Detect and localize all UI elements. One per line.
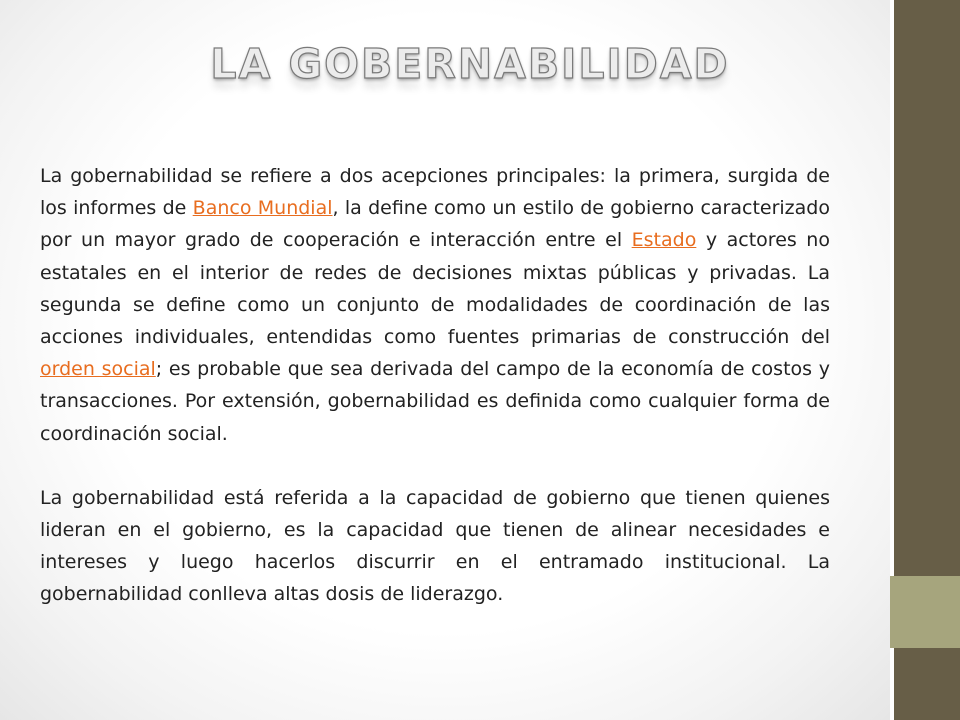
link-orden-social[interactable]: orden social	[40, 358, 156, 381]
paragraph-1-text-3: y actores no estatales en el interior de redes de decisiones mixtas públicas y privadas. La segunda se define como un conjunto de modalidades de coordinación de las acciones individuales, entendidas como fuentes primarias de construcción del	[40, 229, 830, 349]
paragraph-1-text-4: ; es probable que sea derivada del campo de la economía de costos y transacciones. Por extensión, gobernabilidad es definida como cualquier forma de coordinación social.	[40, 358, 830, 445]
slide-title: LA GOBERNABILIDAD	[210, 40, 730, 88]
paragraph-1	[40, 160, 830, 450]
side-bar-accent-block	[890, 576, 960, 648]
paragraph-2: La gobernabilidad está referida a la capacidad de gobierno que tienen quienes lideran en el gobierno, es la capacidad que tienen de alinear necesidades e intereses y luego hacerlos discurrir en el entramado institucional. La gobernabilidad conlleva altas dosis de liderazgo.	[40, 486, 830, 606]
paragraph-1-text-2: , la define como un estilo de gobierno caracterizado por un mayor grado de cooperación e interacción entre el	[40, 197, 830, 252]
link-banco-mundial[interactable]: Banco Mundial	[192, 197, 333, 220]
link-estado[interactable]: Estado	[631, 229, 697, 252]
paragraph-1-text-1: La gobernabilidad se refiere a dos acepciones principales: la primera, surgida de los informes de	[40, 165, 830, 220]
decorative-side-bar	[890, 0, 960, 720]
slide-body	[40, 160, 830, 611]
